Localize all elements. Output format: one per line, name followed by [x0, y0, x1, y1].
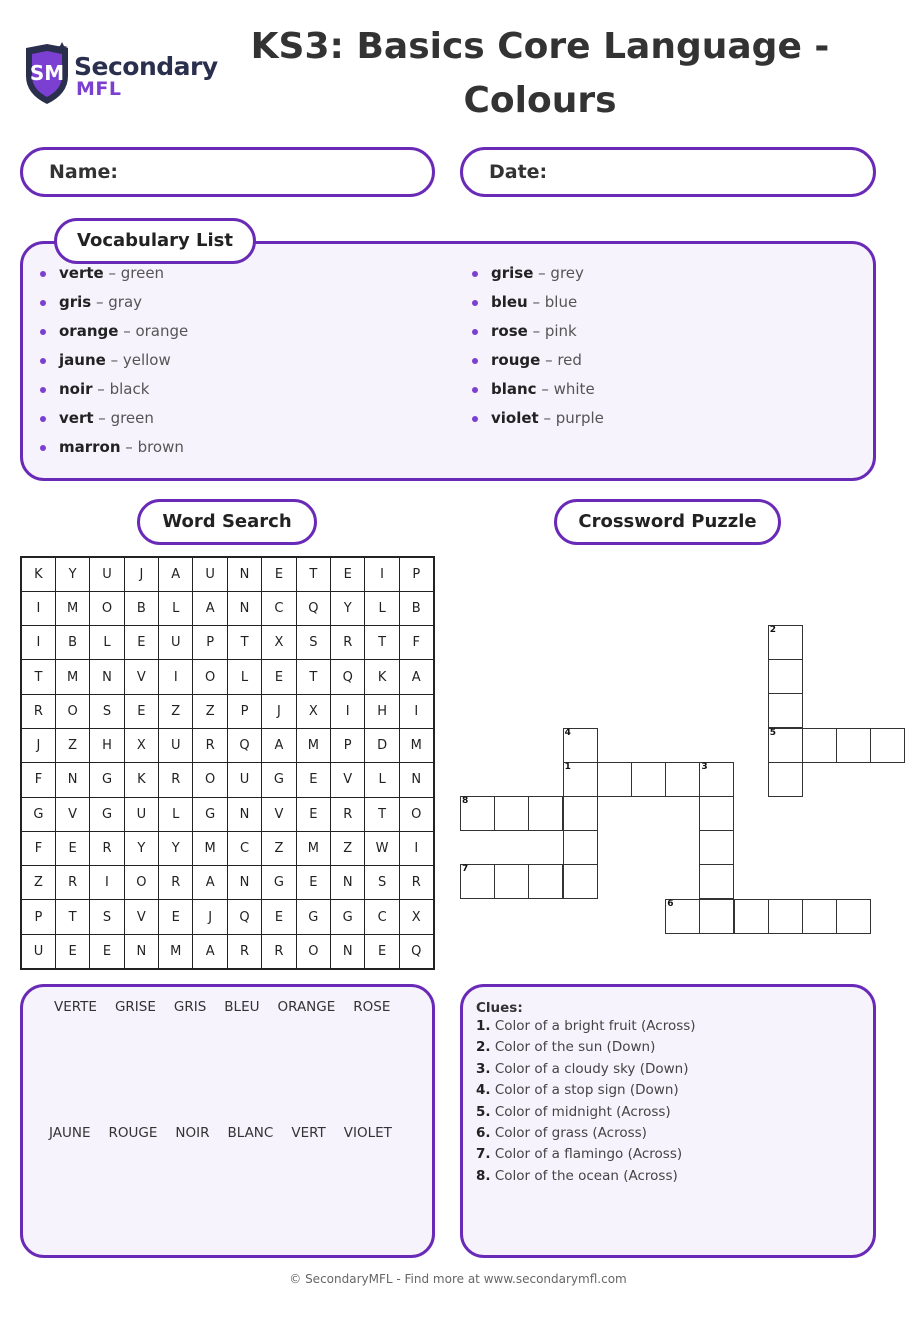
word-search-cell[interactable]: G: [262, 866, 296, 900]
crossword-heading: Crossword Puzzle: [554, 499, 781, 545]
clue-item: 2. Color of the sun (Down): [476, 1039, 656, 1056]
word-search-cell[interactable]: P: [331, 728, 365, 762]
word-search-cell[interactable]: R: [159, 866, 193, 900]
word-search-cell[interactable]: K: [21, 557, 55, 591]
word-search-cell[interactable]: M: [399, 728, 433, 762]
word-search-row: [21, 591, 434, 625]
word-search-cell[interactable]: J: [124, 557, 158, 591]
vocab-item: noir – black: [40, 375, 188, 404]
word-list-item: VIOLET: [343, 1125, 392, 1141]
word-search-cell[interactable]: V: [331, 763, 365, 797]
word-search-cell[interactable]: Z: [331, 831, 365, 865]
word-search-cell[interactable]: Y: [331, 591, 365, 625]
word-search-cell[interactable]: J: [193, 900, 227, 934]
word-search-cell[interactable]: A: [193, 934, 227, 968]
word-search-row: [21, 557, 434, 591]
word-search-cell[interactable]: F: [399, 626, 433, 660]
word-search-cell[interactable]: E: [55, 934, 89, 968]
word-search-cell[interactable]: U: [193, 557, 227, 591]
footer: © SecondaryMFL - Find more at www.secondarymfl.com: [289, 1272, 627, 1286]
word-search-cell[interactable]: E: [124, 626, 158, 660]
word-search-cell[interactable]: X: [399, 900, 433, 934]
word-search-cell[interactable]: N: [55, 763, 89, 797]
crossword-cell[interactable]: [563, 796, 598, 831]
crossword-cell[interactable]: [768, 693, 803, 728]
vocabulary-heading: Vocabulary List: [54, 218, 256, 264]
word-search-cell[interactable]: P: [193, 626, 227, 660]
word-search-row: [21, 626, 434, 660]
word-search-cell[interactable]: E: [262, 660, 296, 694]
vocab-item: violet – purple: [472, 404, 604, 433]
word-list-item: ROSE: [353, 999, 391, 1015]
crossword-cell[interactable]: [870, 728, 905, 763]
word-search-cell[interactable]: T: [296, 557, 330, 591]
word-search-cell[interactable]: U: [159, 626, 193, 660]
crossword-number: 6: [667, 898, 674, 909]
word-search-cell[interactable]: N: [227, 557, 261, 591]
word-search-cell[interactable]: S: [90, 900, 124, 934]
word-search-cell[interactable]: S: [365, 866, 399, 900]
crossword-cell[interactable]: [494, 796, 529, 831]
word-search-cell[interactable]: W: [365, 831, 399, 865]
word-search-cell[interactable]: Q: [331, 660, 365, 694]
word-search-grid: [20, 556, 435, 970]
word-search-cell[interactable]: C: [365, 900, 399, 934]
crossword-cell[interactable]: [699, 796, 734, 831]
word-search-cell[interactable]: A: [193, 866, 227, 900]
vocab-item: marron – brown: [40, 433, 188, 462]
crossword-number: 3: [701, 761, 708, 772]
vocab-item: vert – green: [40, 404, 188, 433]
word-search-cell[interactable]: V: [55, 797, 89, 831]
word-search-cell[interactable]: E: [55, 831, 89, 865]
date-label: Date:: [489, 161, 548, 183]
word-search-cell[interactable]: G: [21, 797, 55, 831]
word-search-row: [21, 728, 434, 762]
word-search-cell[interactable]: T: [21, 660, 55, 694]
name-field[interactable]: [20, 147, 435, 197]
vocab-item: rouge – red: [472, 346, 604, 375]
word-search-row: [21, 797, 434, 831]
word-search-cell[interactable]: M: [55, 660, 89, 694]
word-list-item: VERT: [291, 1125, 326, 1141]
word-search-cell[interactable]: L: [90, 626, 124, 660]
crossword-number: 7: [462, 864, 469, 875]
word-search-cell[interactable]: N: [227, 591, 261, 625]
clue-item: 6. Color of grass (Across): [476, 1124, 647, 1141]
word-search-cell[interactable]: N: [124, 934, 158, 968]
clue-item: 5. Color of midnight (Across): [476, 1103, 671, 1120]
vocab-item: blanc – white: [472, 375, 604, 404]
crossword-cell[interactable]: [494, 864, 529, 899]
word-search-cell[interactable]: P: [399, 557, 433, 591]
word-search-cell[interactable]: G: [296, 900, 330, 934]
crossword-cell[interactable]: [802, 899, 837, 934]
logo-mark: SM: [29, 61, 65, 85]
word-search-cell[interactable]: U: [90, 557, 124, 591]
word-search-cell[interactable]: V: [124, 900, 158, 934]
word-search-cell[interactable]: N: [90, 660, 124, 694]
crossword-cell[interactable]: [563, 864, 598, 899]
clue-item: 4. Color of a stop sign (Down): [476, 1082, 679, 1099]
word-search-cell[interactable]: Y: [55, 557, 89, 591]
vocab-item: verte – green: [40, 259, 188, 288]
word-search-cell[interactable]: I: [21, 591, 55, 625]
word-search-cell[interactable]: J: [262, 694, 296, 728]
crossword-cell[interactable]: [699, 864, 734, 899]
word-search-cell[interactable]: L: [159, 591, 193, 625]
word-search-cell[interactable]: U: [227, 763, 261, 797]
word-search-cell[interactable]: O: [90, 591, 124, 625]
word-search-cell[interactable]: N: [227, 797, 261, 831]
logo-text-secondary: MFL: [76, 78, 122, 100]
word-search-cell[interactable]: L: [365, 591, 399, 625]
word-search-cell[interactable]: H: [90, 728, 124, 762]
word-search-cell[interactable]: I: [365, 557, 399, 591]
word-search-cell[interactable]: R: [21, 694, 55, 728]
word-list-item: GRISE: [114, 999, 156, 1015]
word-search-cell[interactable]: I: [399, 831, 433, 865]
word-search-cell[interactable]: R: [399, 866, 433, 900]
word-search-cell[interactable]: L: [159, 797, 193, 831]
word-search-cell[interactable]: U: [124, 797, 158, 831]
crossword-number: 8: [462, 796, 469, 806]
word-search-cell[interactable]: Q: [296, 591, 330, 625]
word-search-cell[interactable]: Q: [399, 934, 433, 968]
word-search-cell[interactable]: Z: [193, 694, 227, 728]
word-search-cell[interactable]: R: [90, 831, 124, 865]
word-list-panel: [20, 984, 435, 1258]
word-search-cell[interactable]: A: [399, 660, 433, 694]
word-search-row: [21, 934, 434, 968]
vocab-item: jaune – yellow: [40, 346, 188, 375]
word-search-cell[interactable]: T: [227, 626, 261, 660]
word-search-cell[interactable]: A: [262, 728, 296, 762]
word-search-cell[interactable]: N: [331, 866, 365, 900]
clue-item: 1. Color of a bright fruit (Across): [476, 1018, 696, 1034]
logo-shield-icon: [22, 42, 72, 106]
word-search-cell[interactable]: Z: [55, 728, 89, 762]
word-search-cell[interactable]: E: [262, 557, 296, 591]
word-search-cell[interactable]: N: [399, 763, 433, 797]
vocab-item: gris – gray: [40, 288, 188, 317]
word-search-cell[interactable]: V: [124, 660, 158, 694]
word-search-cell[interactable]: K: [124, 763, 158, 797]
crossword-cell[interactable]: [665, 762, 700, 797]
word-search-cell[interactable]: T: [365, 626, 399, 660]
word-list-row-2: [49, 1125, 410, 1141]
word-search-cell[interactable]: Y: [159, 831, 193, 865]
word-search-cell[interactable]: Z: [262, 831, 296, 865]
word-search-cell[interactable]: X: [296, 694, 330, 728]
word-search-cell[interactable]: J: [21, 728, 55, 762]
vocab-list-left: [40, 259, 188, 462]
word-search-cell[interactable]: E: [90, 934, 124, 968]
word-search-cell[interactable]: E: [296, 763, 330, 797]
word-search-cell[interactable]: E: [262, 900, 296, 934]
logo-text-primary: Secondary: [74, 52, 218, 81]
crossword-cell[interactable]: [597, 762, 632, 797]
vocab-item: orange – orange: [40, 317, 188, 346]
crossword-number: 1: [564, 761, 571, 772]
word-search-cell[interactable]: O: [193, 763, 227, 797]
word-search-cell[interactable]: N: [331, 934, 365, 968]
word-search-cell[interactable]: R: [331, 626, 365, 660]
word-search-cell[interactable]: O: [296, 934, 330, 968]
word-list-item: ORANGE: [277, 999, 336, 1015]
word-search-cell[interactable]: O: [124, 866, 158, 900]
word-list-item: ROUGE: [108, 1125, 158, 1141]
word-search-cell[interactable]: G: [90, 797, 124, 831]
word-search-cell[interactable]: M: [55, 591, 89, 625]
word-search-cell[interactable]: R: [262, 934, 296, 968]
word-search-cell[interactable]: L: [365, 763, 399, 797]
word-search-cell[interactable]: U: [159, 728, 193, 762]
word-search-cell[interactable]: I: [331, 694, 365, 728]
word-list-item: BLANC: [227, 1125, 274, 1141]
word-search-row: [21, 660, 434, 694]
word-search-cell[interactable]: N: [227, 866, 261, 900]
word-search-cell[interactable]: T: [55, 900, 89, 934]
logo: [22, 40, 218, 104]
word-search-cell[interactable]: B: [55, 626, 89, 660]
word-search-cell[interactable]: R: [55, 866, 89, 900]
name-label: Name:: [49, 161, 119, 183]
word-list-item: GRIS: [173, 999, 207, 1015]
word-search-cell[interactable]: D: [365, 728, 399, 762]
word-search-heading: Word Search: [137, 499, 317, 545]
word-search-cell[interactable]: A: [159, 557, 193, 591]
word-search-cell[interactable]: Q: [227, 900, 261, 934]
crossword-cell[interactable]: [699, 899, 734, 934]
word-search-cell[interactable]: M: [159, 934, 193, 968]
word-search-cell[interactable]: E: [365, 934, 399, 968]
word-search-cell[interactable]: F: [21, 831, 55, 865]
word-list-item: NOIR: [175, 1125, 210, 1141]
vocab-item: rose – pink: [472, 317, 604, 346]
word-search-row: [21, 831, 434, 865]
word-search-cell[interactable]: E: [296, 797, 330, 831]
word-search-cell[interactable]: P: [21, 900, 55, 934]
word-list-item: JAUNE: [49, 1125, 91, 1141]
word-search-cell[interactable]: H: [365, 694, 399, 728]
word-list-item: BLEU: [224, 999, 260, 1015]
word-search-cell[interactable]: G: [331, 900, 365, 934]
word-search-cell[interactable]: V: [262, 797, 296, 831]
crossword-cell[interactable]: [528, 796, 563, 831]
word-search-cell[interactable]: Y: [124, 831, 158, 865]
crossword-cell[interactable]: [768, 899, 803, 934]
word-search-cell[interactable]: I: [21, 626, 55, 660]
crossword-cell[interactable]: [836, 728, 871, 763]
vocab-item: grise – grey: [472, 259, 604, 288]
word-search-cell[interactable]: B: [399, 591, 433, 625]
word-search-cell[interactable]: S: [296, 626, 330, 660]
clues-list: [476, 1016, 696, 1187]
word-list-item: VERTE: [54, 999, 97, 1015]
word-search-cell[interactable]: M: [296, 728, 330, 762]
word-search-cell[interactable]: U: [21, 934, 55, 968]
word-search-cell[interactable]: P: [227, 694, 261, 728]
crossword-cell[interactable]: [768, 762, 803, 797]
clues-title: Clues:: [476, 1000, 523, 1016]
word-search-cell[interactable]: B: [124, 591, 158, 625]
word-search-row: [21, 694, 434, 728]
word-search-cell[interactable]: C: [262, 591, 296, 625]
word-search-cell[interactable]: R: [159, 763, 193, 797]
word-search-cell[interactable]: Z: [159, 694, 193, 728]
word-search-cell[interactable]: L: [227, 660, 261, 694]
word-search-cell[interactable]: Q: [227, 728, 261, 762]
word-search-cell[interactable]: I: [159, 660, 193, 694]
crossword-cell[interactable]: [768, 659, 803, 694]
word-search-row: [21, 900, 434, 934]
clue-item: 3. Color of a cloudy sky (Down): [476, 1060, 689, 1077]
word-search-cell[interactable]: E: [296, 866, 330, 900]
word-search-cell[interactable]: M: [193, 831, 227, 865]
crossword-cell[interactable]: [802, 728, 837, 763]
word-list-row-1: [54, 999, 408, 1015]
word-search-cell[interactable]: T: [296, 660, 330, 694]
word-search-row: [21, 866, 434, 900]
word-search-cell[interactable]: O: [399, 797, 433, 831]
word-search-cell[interactable]: M: [296, 831, 330, 865]
vocab-list-right: [472, 259, 604, 433]
word-search-cell[interactable]: G: [193, 797, 227, 831]
crossword-cell[interactable]: [699, 830, 734, 865]
word-search-cell[interactable]: A: [193, 591, 227, 625]
word-search-cell[interactable]: G: [262, 763, 296, 797]
word-search-cell[interactable]: R: [227, 934, 261, 968]
word-search-cell[interactable]: F: [21, 763, 55, 797]
word-search-cell[interactable]: E: [124, 694, 158, 728]
word-search-cell[interactable]: S: [90, 694, 124, 728]
word-search-cell[interactable]: O: [55, 694, 89, 728]
word-search-row: [21, 763, 434, 797]
crossword-cell[interactable]: [563, 830, 598, 865]
crossword-cell[interactable]: [528, 864, 563, 899]
clue-item: 7. Color of a flamingo (Across): [476, 1146, 683, 1163]
vocab-item: bleu – blue: [472, 288, 604, 317]
word-search-cell[interactable]: G: [90, 763, 124, 797]
word-search-cell[interactable]: C: [227, 831, 261, 865]
word-search-cell[interactable]: I: [90, 866, 124, 900]
word-search-cell[interactable]: X: [262, 626, 296, 660]
word-search-cell[interactable]: K: [365, 660, 399, 694]
word-search-cell[interactable]: Z: [21, 866, 55, 900]
crossword-number: 4: [564, 727, 571, 738]
word-search-cell[interactable]: E: [159, 900, 193, 934]
word-search-cell[interactable]: E: [331, 557, 365, 591]
clue-item: 8. Color of the ocean (Across): [476, 1167, 678, 1184]
word-search-cell[interactable]: R: [193, 728, 227, 762]
word-search-cell[interactable]: T: [365, 797, 399, 831]
crossword-cell[interactable]: [734, 899, 769, 934]
page-title: KS3: Basics Core Language - Colours: [250, 26, 830, 121]
crossword-number: 2: [769, 625, 777, 635]
crossword-cell[interactable]: [631, 762, 666, 797]
crossword-cell[interactable]: [836, 899, 871, 934]
word-search-cell[interactable]: I: [399, 694, 433, 728]
word-search-cell[interactable]: R: [331, 797, 365, 831]
date-field[interactable]: [460, 147, 876, 197]
word-search-cell[interactable]: X: [124, 728, 158, 762]
crossword-number: 5: [769, 727, 777, 738]
word-search-cell[interactable]: O: [193, 660, 227, 694]
